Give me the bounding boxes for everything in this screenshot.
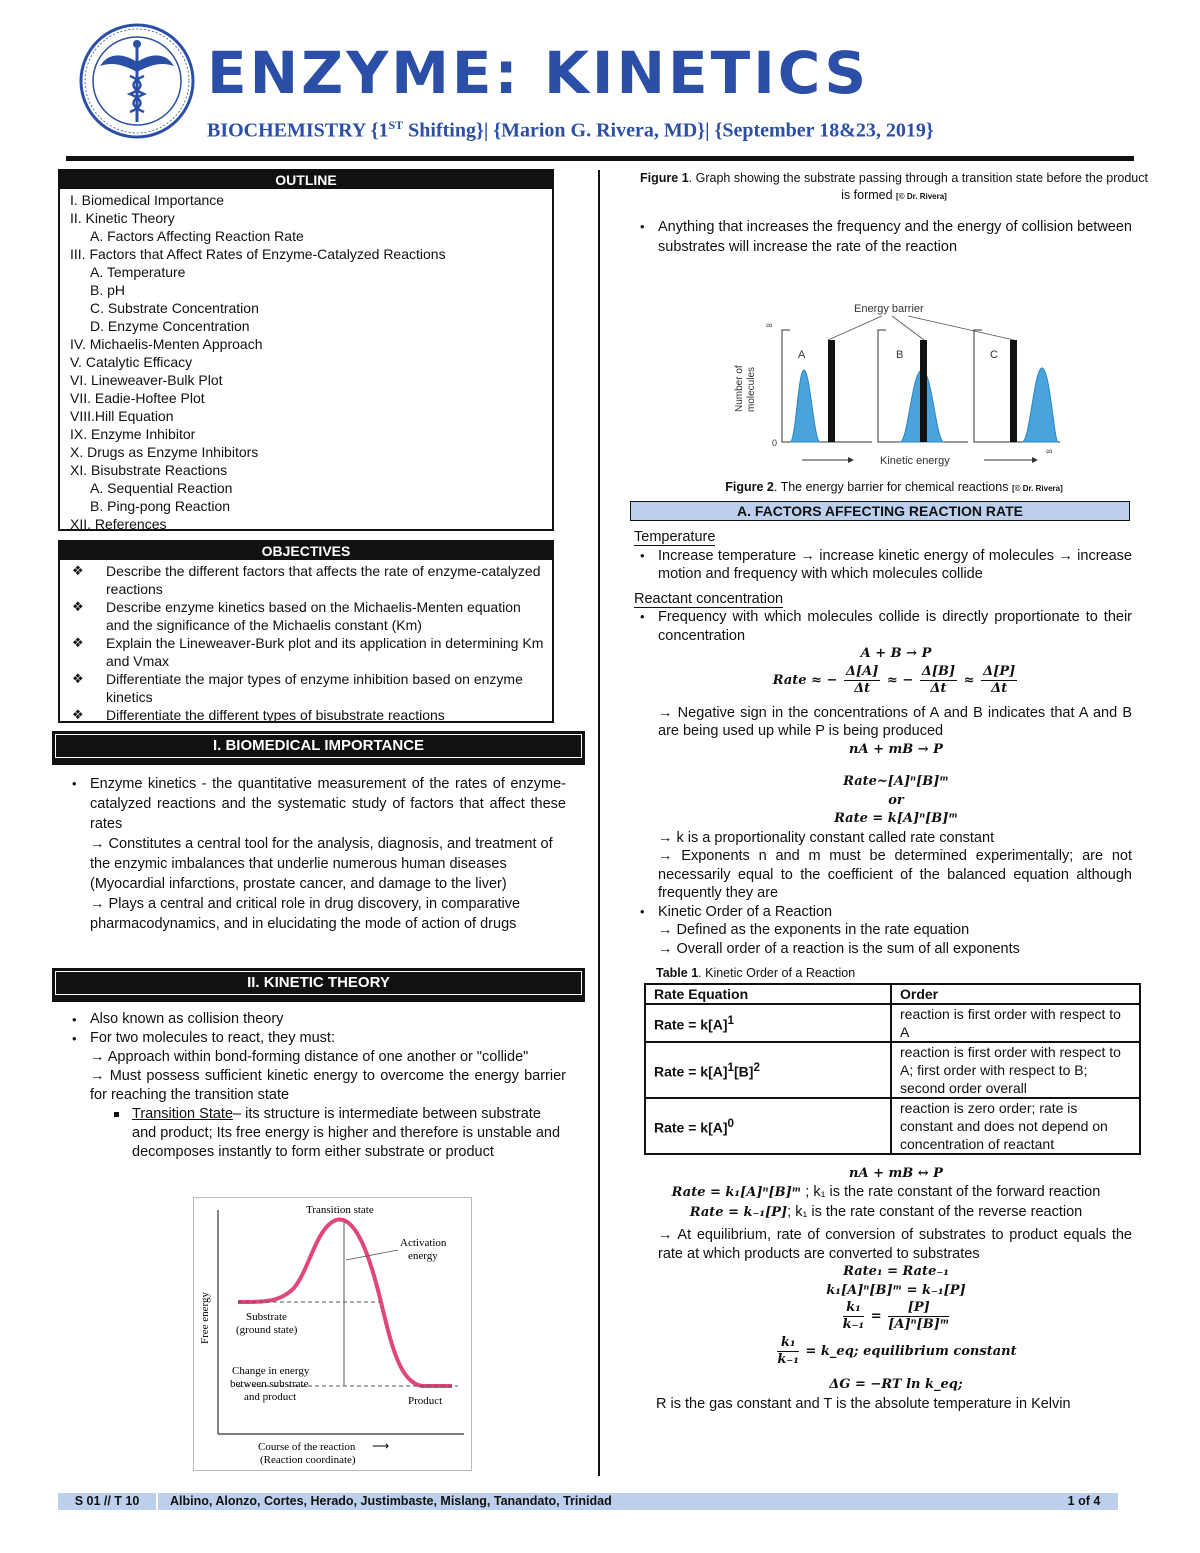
arrow-paragraph: → k is a proportionality constant called rate constant <box>658 829 995 846</box>
label-activation: Activation <box>400 1237 447 1249</box>
bullet-paragraph: • Anything that increases the frequency and the energy of collision between substrates will increase the rate of the reaction <box>620 217 1132 257</box>
eq-term: ≈ − <box>886 672 914 688</box>
subtitle-details: Shifting}| {Marion G. Rivera, MD}| {September 18&23, 2019} <box>403 119 934 142</box>
energy-barrier-graph <box>732 300 1068 472</box>
column-divider <box>598 170 600 1476</box>
rate-equation-cell <box>645 1042 891 1098</box>
distribution-curve <box>790 370 820 442</box>
forward-rate <box>620 1183 1132 1203</box>
caption-label: Table 1 <box>656 966 699 980</box>
equation: Rate₁ = Rate₋₁ <box>843 1264 949 1279</box>
equation: nA + mB ↔ P <box>849 1165 943 1181</box>
transition-state-graph <box>193 1197 472 1471</box>
outline-item: III. Factors that Affect Rates of Enzyme-Catalyzed Reactions <box>70 246 446 262</box>
topic-heading-text: Temperature <box>634 529 716 545</box>
label-energy-change: between substrate <box>230 1378 309 1390</box>
denominator: Δt <box>930 680 947 696</box>
label-transition-state: Transition state <box>306 1204 374 1216</box>
caption-label: Figure 1 <box>640 171 689 185</box>
outline-item: B. Ping-pong Reaction <box>90 498 231 514</box>
eq-term: = k_eq; equilibrium constant <box>805 1344 1017 1359</box>
outline-item: XII. References <box>70 516 167 532</box>
term-transition-state: Transition State <box>132 1106 234 1122</box>
panel-label: C <box>990 349 998 361</box>
y-axis-infinity: ∞ <box>766 320 773 330</box>
arrow-paragraph: → Approach within bond-forming distance of one another or "collide" <box>90 1049 529 1065</box>
rate-equation <box>620 664 1132 698</box>
objective-item: ❖ Describe the different factors that affects the rate of enzyme-catalyzed reactions <box>72 562 544 598</box>
eq-term: = <box>870 1309 882 1324</box>
outline-heading: OUTLINE <box>60 171 552 189</box>
exponent: 2 <box>753 1060 760 1074</box>
fraction <box>920 664 957 697</box>
arrow-paragraph: → At equilibrium, rate of conversion of substrates to product equals the rate at which products are converted to substrates <box>658 1227 1132 1262</box>
barrier-pointer <box>908 316 1014 340</box>
panel-label: B <box>896 349 904 361</box>
cell-text: Rate = k[A] <box>654 1119 728 1136</box>
table-header-row <box>645 984 1140 1004</box>
numerator: k₁ <box>843 1300 865 1317</box>
outline-item: B. pH <box>90 282 126 298</box>
equation: nA + mB → P <box>849 741 943 757</box>
outline-item: VIII.Hill Equation <box>70 408 174 424</box>
outline-item: A. Temperature <box>90 264 186 280</box>
objective-item: ❖ Differentiate the different types of bisubstrate reactions <box>72 706 544 724</box>
label-product: Product <box>408 1395 443 1407</box>
outline-item: V. Catalytic Efficacy <box>70 354 193 370</box>
outline-item: A. Factors Affecting Reaction Rate <box>90 228 304 244</box>
bullet-paragraph: • Enzyme kinetics - the quantitative measurement of the rates of enzyme-catalyzed reactions and the systematic study of factors that affect these rates <box>52 774 566 834</box>
equation <box>620 1335 1132 1368</box>
y-axis-label: Number of <box>734 365 745 412</box>
subtitle-course: BIOCHEMISTRY {1 <box>207 119 389 142</box>
outline-item: D. Enzyme Concentration <box>90 318 250 334</box>
objective-item: ❖ Explain the Lineweaver-Burk plot and its application in determining Km and Vmax <box>72 634 544 670</box>
arrow-paragraph: → Defined as the exponents in the rate equation <box>658 922 970 938</box>
exponent: 1 <box>727 1060 735 1074</box>
outline-item: X. Drugs as Enzyme Inhibitors <box>70 444 259 460</box>
cell-text: Rate = k[A] <box>654 1063 728 1080</box>
order-cell: reaction is first order with respect to A; first order with respect to B; second order overall <box>891 1042 1140 1098</box>
document-title: ENZYME: KINETICS <box>207 39 870 107</box>
bullet-paragraph: • For two molecules to react, they must: <box>52 1029 566 1048</box>
fraction <box>981 664 1017 697</box>
objectives-box <box>58 540 554 723</box>
numerator: Δ[A] <box>845 663 879 679</box>
equation: A + B → P <box>860 646 932 661</box>
fraction <box>843 1300 865 1333</box>
exponent: 1 <box>727 1013 735 1027</box>
section-heading: II. KINETIC THEORY <box>55 971 582 995</box>
kinetic-order-table <box>644 983 1141 1155</box>
denominator: [A]ⁿ[B]ᵐ <box>888 1317 950 1332</box>
equation: Rate~[A]ⁿ[B]ᵐ <box>843 774 949 789</box>
fraction <box>777 1335 799 1368</box>
objectives-list <box>60 562 552 724</box>
figure-1-caption <box>640 170 1148 205</box>
denominator: k₋₁ <box>842 1317 865 1332</box>
barrier-pointer <box>892 316 924 340</box>
eq-term: ≈ <box>963 672 975 688</box>
numerator: k₁ <box>777 1335 799 1352</box>
bullet-paragraph: • Also known as collision theory <box>52 1010 566 1029</box>
panel-c <box>974 330 1060 442</box>
outline-item: VII. Eadie-Hoftee Plot <box>70 390 205 406</box>
equation: Rate = k[A]ⁿ[B]ᵐ <box>834 811 958 826</box>
label-activation: energy <box>408 1250 438 1262</box>
equation: ΔG = −RT ln k_eq; <box>829 1377 963 1392</box>
header-rule <box>66 156 1134 161</box>
order-cell: reaction is zero order; rate is constant and does not depend on concentration of reactant <box>891 1098 1140 1154</box>
objectives-heading: OBJECTIVES <box>60 542 552 560</box>
x-axis-arrow: ⟶ <box>372 1439 390 1453</box>
caption-text: . The energy barrier for chemical reactions <box>773 480 1012 494</box>
kinetic-section-body <box>52 1010 566 1162</box>
arrow-paragraph: → Negative sign in the concentrations of A and B indicates that A and B are being used up while P is being produced <box>658 704 1132 739</box>
activation-pointer <box>346 1250 398 1260</box>
footer-code: S 01 // T 10 <box>58 1493 158 1510</box>
eq-note: ; k₁ is the rate constant of the reverse reaction <box>787 1203 1083 1220</box>
rate-equation-cell <box>645 1098 891 1154</box>
topic-heading <box>620 590 1132 609</box>
arrow-paragraph: → Plays a central and critical role in drug discovery, in comparative pharmacodynamics, and in elucidating the mode of action of drugs <box>90 896 521 932</box>
eq-term: Rate ≈ − <box>772 672 838 688</box>
table-row <box>645 1004 1140 1042</box>
topic-heading-text: Reactant concentration <box>634 590 784 607</box>
arrow-head <box>1032 457 1038 463</box>
outline-item: A. Sequential Reaction <box>90 480 233 496</box>
eq-note: ; k₁ is the rate constant of the forward reaction <box>801 1184 1101 1200</box>
caption-text: . Graph showing the substrate passing through a transition state before the product is formed <box>688 171 1148 202</box>
arrow-head <box>848 457 854 463</box>
outline-item: IX. Enzyme Inhibitor <box>70 426 196 442</box>
column-header: Rate Equation <box>645 984 891 1004</box>
equation: or <box>888 792 904 808</box>
outline-item: II. Kinetic Theory <box>70 210 175 226</box>
cell-text: Rate = k[A] <box>654 1016 728 1033</box>
objective-item: ❖ Differentiate the major types of enzyme inhibition based on enzyme kinetics <box>72 670 544 706</box>
biomedical-section-body <box>52 774 566 934</box>
numerator: Δ[P] <box>983 663 1016 679</box>
page-number: 1 of 4 <box>1067 1494 1101 1508</box>
fraction <box>888 1300 949 1333</box>
table-row <box>645 1042 1140 1098</box>
y-axis-zero: 0 <box>772 438 778 448</box>
constant-note: R is the gas constant and T is the absolute temperature in Kelvin <box>656 1395 1071 1412</box>
label-energy-change: Change in energy <box>232 1365 310 1377</box>
collision-note <box>620 217 1132 257</box>
order-cell: reaction is first order with respect to A <box>891 1004 1140 1042</box>
caption-text: . Kinetic Order of a Reaction <box>698 966 856 980</box>
equation <box>620 1300 1132 1333</box>
outline-list <box>60 191 552 533</box>
objective-item: ❖ Describe enzyme kinetics based on the Michaelis-Menten equation and the significance of the Michaelis constant (Km) <box>72 598 544 634</box>
outline-item: IV. Michaelis-Menten Approach <box>70 336 263 352</box>
panel-a <box>782 330 872 442</box>
equation: Rate = k₋₁[P] <box>689 1204 788 1220</box>
section-banner-biomedical <box>52 731 585 765</box>
page-footer <box>58 1493 1118 1510</box>
bullet-paragraph: • Kinetic Order of a Reaction <box>620 903 1132 922</box>
outline-item: I. Biomedical Importance <box>70 192 225 208</box>
bullet-paragraph: • Frequency with which molecules collide is directly proportionate to their concentration <box>620 608 1132 645</box>
denominator: Δt <box>854 680 871 696</box>
caption-label: Figure 2 <box>725 480 774 494</box>
document-subtitle <box>207 118 934 143</box>
fraction <box>844 664 880 697</box>
numerator: [P] <box>888 1300 949 1317</box>
y-axis-label: molecules <box>746 366 757 412</box>
denominator: k₋₁ <box>777 1352 799 1367</box>
table-1-caption <box>620 964 1132 983</box>
panel-b <box>878 330 968 442</box>
panel-label: A <box>798 349 806 361</box>
section-banner-kinetic-theory <box>52 968 585 1002</box>
bullet-paragraph: • Increase temperature → increase kinetic energy of molecules → increase motion and frequency with which molecules collide <box>620 547 1132 584</box>
x-axis-infinity: ∞ <box>1046 446 1053 456</box>
arrow-paragraph: → Exponents n and m must be determined experimentally; are not necessarily equal to the coefficient of the balanced equation although frequently they are <box>658 848 1132 901</box>
numerator: Δ[B] <box>921 663 956 679</box>
arrow-paragraph: → Constitutes a central tool for the analysis, diagnosis, and treatment of the enzymic imbalances that underlie numerous human diseases (Myocardial infarctions, prostate cancer, and damage to the liver) <box>90 836 553 892</box>
y-axis-label: Free energy <box>199 1291 211 1344</box>
barrier-bar <box>1010 340 1017 442</box>
outline-item: VI. Lineweaver-Bulk Plot <box>70 372 223 388</box>
barrier-bar <box>828 340 835 442</box>
arrow-paragraph: → Overall order of a reaction is the sum of all exponents <box>658 940 1020 957</box>
caption-source: [© Dr. Rivera] <box>1011 484 1063 493</box>
caption-source: [© Dr. Rivera] <box>896 192 947 201</box>
column-header: Order <box>891 984 1140 1004</box>
outline-item: XI. Bisubstrate Reactions <box>70 462 228 478</box>
barrier-pointer <box>828 316 882 340</box>
cell-text: [B] <box>734 1063 754 1080</box>
denominator: Δt <box>991 680 1008 696</box>
equation: k₁[A]ⁿ[B]ᵐ = k₋₁[P] <box>826 1282 966 1298</box>
term-definition: – its structure is intermediate between substrate and product; Its free energy is higher and therefore is unstable and decomposes instantly to form either substrate or product <box>132 1106 561 1160</box>
x-axis-label: Course of the reaction <box>258 1441 356 1453</box>
label-energy-barrier: Energy barrier <box>854 303 924 315</box>
reverse-rate <box>620 1203 1132 1223</box>
caduceus-logo-icon <box>78 22 196 140</box>
distribution-curve <box>1022 368 1058 442</box>
figure-2-caption <box>640 480 1148 494</box>
barrier-bar <box>920 340 927 442</box>
outline-box <box>58 169 554 531</box>
footer-authors: Albino, Alonzo, Cortes, Herado, Justimbaste, Mislang, Tanandato, Trinidad <box>170 1494 612 1508</box>
table-row <box>645 1098 1140 1154</box>
square-bullet-paragraph <box>52 1105 566 1162</box>
x-axis-label: (Reaction coordinate) <box>260 1454 356 1466</box>
outline-item: C. Substrate Concentration <box>90 300 259 316</box>
subtitle-sup: ST <box>388 118 404 132</box>
exponent: 0 <box>727 1116 735 1130</box>
rate-equation-cell <box>645 1004 891 1042</box>
section-heading: I. BIOMEDICAL IMPORTANCE <box>55 734 582 758</box>
arrow-paragraph: → Must possess sufficient kinetic energy to overcome the energy barrier for reaching the transition state <box>90 1068 566 1103</box>
equation: Rate = k₁[A]ⁿ[B]ᵐ <box>671 1185 802 1200</box>
label-substrate: Substrate <box>246 1311 287 1323</box>
topic-heading <box>620 528 1132 547</box>
label-energy-change: and product <box>244 1391 297 1403</box>
subsection-heading-factors: A. FACTORS AFFECTING REACTION RATE <box>630 501 1130 521</box>
label-substrate: (ground state) <box>236 1324 298 1336</box>
factors-section-body <box>620 528 1132 1413</box>
x-axis-label: Kinetic energy <box>880 455 950 467</box>
